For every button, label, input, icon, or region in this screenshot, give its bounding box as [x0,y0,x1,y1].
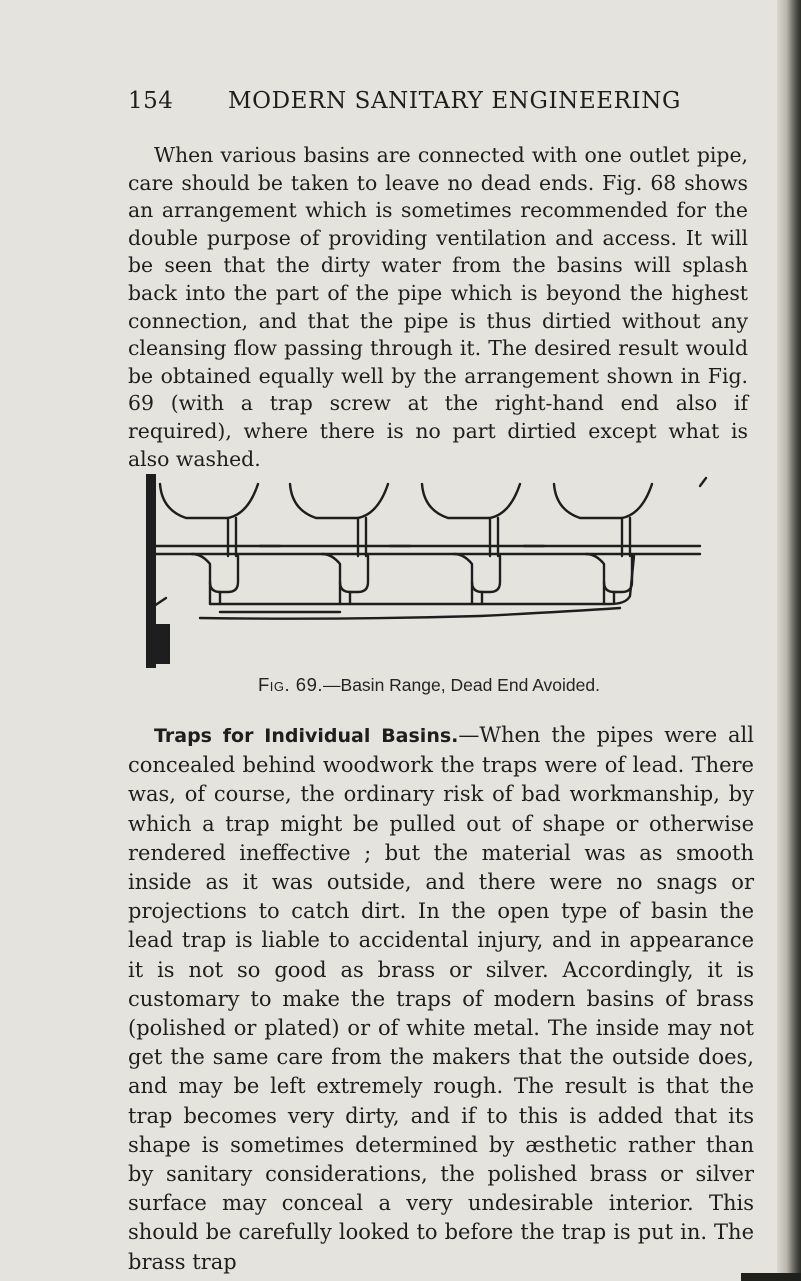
page-number: 154 [128,88,174,114]
trap-2 [322,554,368,592]
basin-range-diagram [140,458,740,668]
basin-2 [290,484,388,518]
body-paragraph: When various basins are connected with one outlet pipe, care should be taken to leave no dead ends. Fig. 68 shows an arrangement which is sometimes recommended for the double purpose of providing ventilation and access. It will be seen that the dirty water from the basins will splash back into the part of the pipe which is beyond the highest connection, and that the pipe is thus dirtied without any cleansing flow passing through it. The desired result would be obtained equally well by the arrangement shown in Fig. 69 (with a trap screw at the right-hand end also if required), where there is no part dirtied except what is also washed. [128,143,748,471]
figure-caption [258,674,718,696]
wall-post [146,474,156,668]
section-heading: Traps for Individual Basins. [154,725,459,747]
basin-4 [554,484,652,518]
running-title: MODERN SANITARY ENGINEERING [228,88,681,114]
figure-label: Fig. 69. [258,674,324,695]
section-paragraph [128,721,754,1277]
trap-3 [454,554,500,592]
basin-3 [422,484,520,518]
page-edge-shadow [777,0,801,1281]
outlet-main [210,556,634,604]
trap-1 [192,554,238,592]
figure-basin-range [140,458,740,668]
trap-4 [586,554,632,592]
basin-1 [160,484,258,518]
figure-caption-text: —Basin Range, Dead End Avoided. [323,675,600,695]
section-body: —When the pipes were all concealed behind woodwork the traps were of lead. There was, of course, the ordinary risk of bad workmanship, by which a trap might be pulled out of shape or otherwise rendered ineffective ; but the material was as smooth inside as it was outside, and there were no snags or projections to catch dirt. In the open type of basin the lead trap is liable to accidental injury, and in appearance it is not so good as brass or silver. Accordingly, it is customary to make the traps of modern basins of brass (polished or plated) or of white metal. The inside may not get the same care from the makers that the outside does, and may be left extremely rough. The result is that the trap becomes very dirty, and if to this is added that its shape is sometimes determined by æsthetic rather than by sanitary considerations, the polished brass or silver surface may conceal a very undesirable interior. This should be carefully looked to before the trap is put in. The brass trap [128,723,754,1274]
running-header [128,88,760,122]
